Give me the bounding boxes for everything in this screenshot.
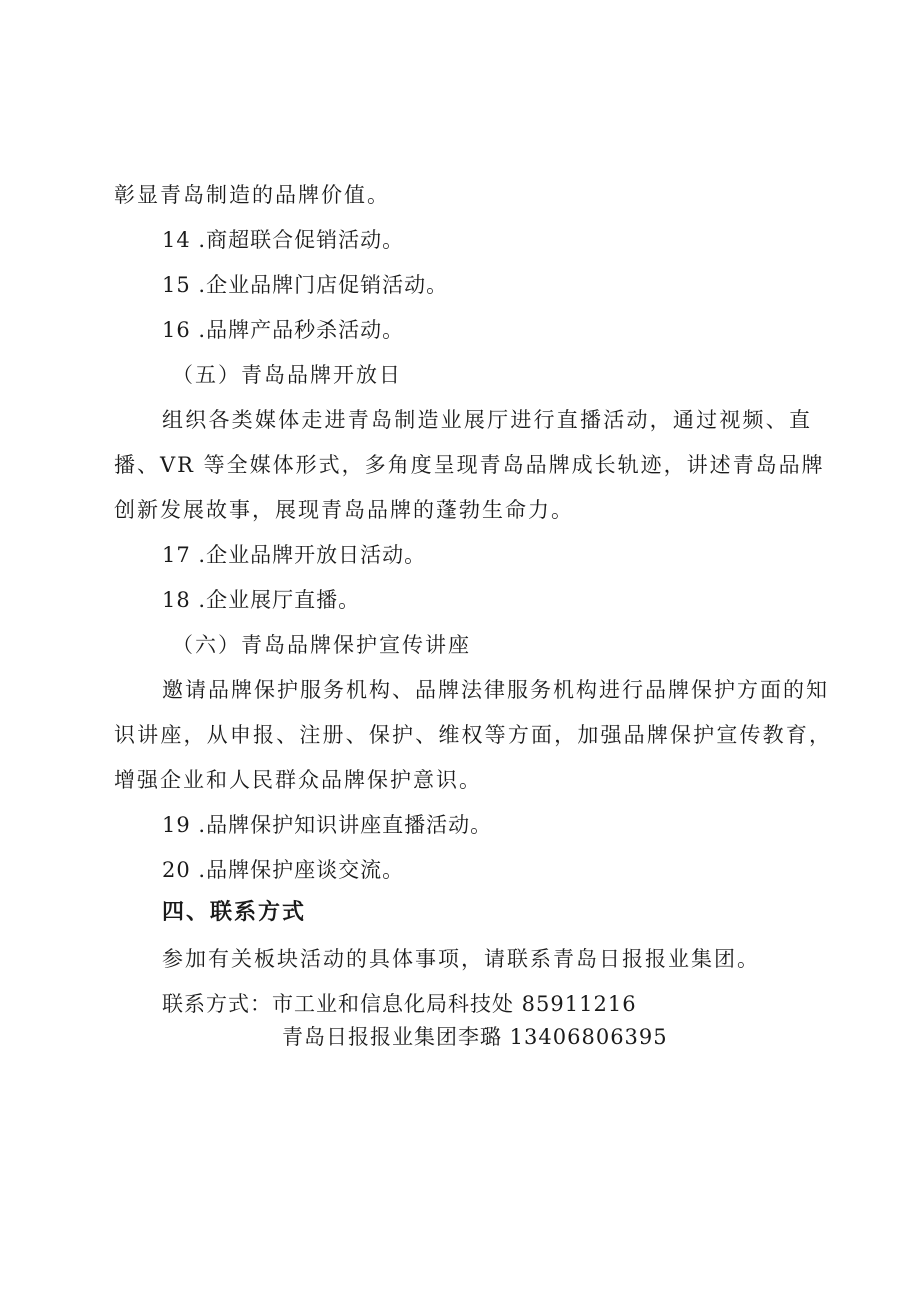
section-heading-6: （六）青岛品牌保护宣传讲座 [172,633,471,657]
section-heading-contact: 四、联系方式 [162,900,307,925]
paragraph-continuation: 彰显青岛制造的品牌价值。 [114,183,390,207]
paragraph-line: 创新发展故事，展现青岛品牌的蓬勃生命力。 [114,498,574,522]
list-item-17: 17 .企业品牌开放日活动。 [162,543,427,567]
paragraph-line: 邀请品牌保护服务机构、品牌法律服务机构进行品牌保护方面的知 [162,678,829,702]
list-item-20: 20 .品牌保护座谈交流。 [162,858,405,882]
paragraph-line: 增强企业和人民群众品牌保护意识。 [114,768,482,792]
paragraph-line: 识讲座，从申报、注册、保护、维权等方面，加强品牌保护宣传教育， [114,723,832,747]
list-item-15: 15 .企业品牌门店促销活动。 [162,273,449,297]
paragraph-line: 播、VR 等全媒体形式，多角度呈现青岛品牌成长轨迹，讲述青岛品牌 [114,453,825,477]
list-item-19: 19 .品牌保护知识讲座直播活动。 [162,813,493,837]
section-heading-5: （五）青岛品牌开放日 [172,363,402,387]
list-item-18: 18 .企业展厅直播。 [162,588,361,612]
list-item-14: 14 .商超联合促销活动。 [162,228,405,252]
contact-line-1: 联系方式：市工业和信息化局科技处 85911216 [162,992,637,1016]
paragraph-line: 参加有关板块活动的具体事项，请联系青岛日报报业集团。 [162,947,760,971]
contact-line-2: 青岛日报报业集团李璐 13406806395 [282,1025,668,1049]
paragraph-line: 组织各类媒体走进青岛制造业展厅进行直播活动，通过视频、直 [162,408,812,432]
list-item-16: 16 .品牌产品秒杀活动。 [162,318,405,342]
